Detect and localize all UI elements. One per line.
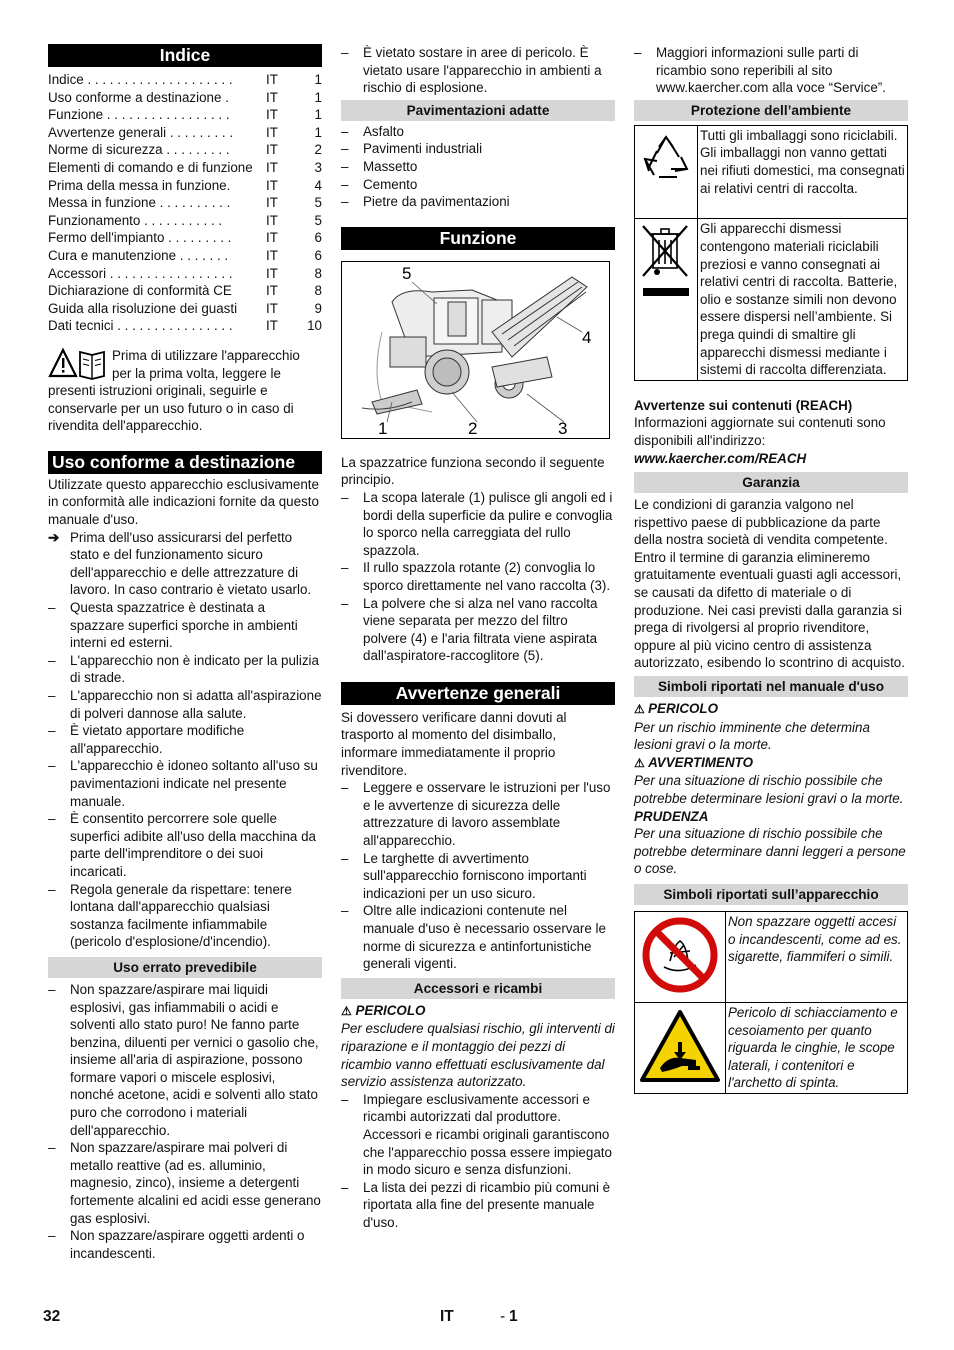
toc-title: Indice (48, 44, 322, 67)
toc-row (48, 194, 322, 212)
warning-triangle-icon: ⚠ (634, 702, 649, 717)
sweeper-figure (341, 261, 610, 439)
toc-entry-title: Dichiarazione di conformità CE (48, 283, 232, 299)
callout-5: 5 (402, 263, 412, 283)
ambiente-text-2: Gli apparecchi dismessi contengono materiali riciclabili preziosi e vanno consegnati ai relativi centri di raccolta. Batterie, olio e sostanze simili non devono essere dispersi nell’ambiente. Si prega quindi di smaltire gli apparecchi dismessi mediante i sistemi di raccolta differenziata. (698, 219, 908, 380)
toc-entry-page: 10 (307, 318, 322, 334)
recycle-icon (635, 125, 698, 219)
section-title-simboli-apparecchio: Simboli riportati sull’apparecchio (634, 884, 908, 905)
toc-entry-lang: IT (266, 212, 278, 228)
warning-triangle-icon: ⚠ (341, 1003, 352, 1018)
toc-row (48, 89, 322, 107)
list-item: – Maggiori informazioni sulle parti di ricambio sono reperibili al sito www.kaercher.com alla voce “Service”. (634, 44, 908, 97)
hand-crush-warning-icon (635, 1002, 726, 1093)
toc-entry-page: 6 (314, 247, 322, 263)
section-title-garanzia: Garanzia (634, 472, 908, 493)
toc-entry-lang: IT (266, 265, 278, 281)
list-item: – Il rullo spazzola rotante (2) convoglia lo sporco direttamente nel vano raccolta (3). (341, 559, 615, 594)
toc-entry-title: Uso conforme a destinazione . (48, 89, 229, 105)
list-item: – Non spazzare/aspirare mai liquidi esplosivi, gas infiammabili o acidi e solventi allo stato puro! Ne fanno parte benzina, diluenti per vernici o gasolio che, insieme all'aria di aspirazione, possono formare vapori o miscele esplosivi, nonché acetone, acidi e solventi allo stato puro che corrodono i materiali dell'apparecchio. (48, 981, 322, 1139)
warning-book-icon (48, 347, 108, 381)
list-item: – L'apparecchio non si adatta all'aspirazione di polveri dannose alla salute. (48, 687, 322, 722)
toc-row (48, 106, 322, 124)
toc-entry-page: 9 (314, 300, 322, 316)
funzione-lead: La spazzatrice funziona secondo il seguente principio. (341, 454, 605, 488)
callout-1: 1 (378, 418, 388, 438)
list-item: – Non spazzare/aspirare mai polveri di metallo reattive (ad es. alluminio, magnesio, zinco), insieme a detergenti fortemente alcalini ed acidi esse generano gas esplosivi. (48, 1139, 322, 1227)
toc-entry-title: Cura e manutenzione . . . . . . . (48, 247, 229, 263)
section-title-ambiente: Protezione dell’ambiente (634, 100, 908, 121)
toc-row (48, 282, 322, 300)
pavimentazioni-list (341, 123, 615, 211)
symbol-description: Per un rischio imminente che determina lesioni gravi o la morte. (634, 719, 870, 753)
no-hot-objects-icon (635, 911, 726, 1002)
toc-entry-lang: IT (266, 124, 278, 140)
simboli-apparecchio-table (634, 911, 908, 1094)
toc-row (48, 317, 322, 335)
danger-text: Per escludere qualsiasi rischio, gli interventi di riparazione e il montaggio dei pezzi di ricambio vanno effettuati esclusivamente dal servizio assistenza autorizzato. (341, 1021, 615, 1090)
table-of-contents (48, 71, 322, 335)
column-right (634, 44, 908, 1094)
funzione-list (341, 489, 615, 665)
toc-entry-title: Accessori . . . . . . . . . . . . . . . . . (48, 265, 233, 281)
uso-arrow-text: Prima dell'uso assicurarsi del perfetto stato e del funzionamento sicuro dell'apparecchio e delle attrezzature di lavoro. In caso contrario è vietato usarlo. (70, 529, 312, 598)
toc-row (48, 159, 322, 177)
symbol-label-text: PRUDENZA (634, 808, 709, 824)
footer-separator: - (500, 1308, 506, 1325)
table-row (635, 125, 908, 219)
toc-entry-lang: IT (266, 247, 278, 263)
list-item: – La lista dei pezzi di ricambio più comuni è riportata alla fine del presente manuale d'uso. (341, 1179, 615, 1232)
toc-entry-lang: IT (266, 300, 278, 316)
errato-list (48, 981, 322, 1263)
toc-entry-page: 6 (314, 230, 322, 246)
list-item: – Non spazzare/aspirare oggetti ardenti o incandescenti. (48, 1227, 322, 1262)
list-item: – Pavimenti industriali (341, 140, 615, 158)
uso-lead: Utilizzate questo apparecchio esclusivamente in conformità alle indicazioni fornite da questo manuale d'uso. (48, 476, 319, 528)
list-item: – È consentito percorrere sole quelle superfici adibite all'uso della macchina da parte dell'imprenditore o dei suoi incaricati. (48, 810, 322, 880)
toc-entry-title: Funzionamento . . . . . . . . . . . (48, 212, 223, 228)
toc-entry-page: 5 (314, 195, 322, 211)
toc-row (48, 229, 322, 247)
table-row (635, 911, 908, 1002)
reach-text: Informazioni aggiornate sui contenuti sono disponibili all'indirizzo: (634, 415, 886, 448)
symbol-label-text: AVVERTIMENTO (648, 754, 754, 770)
toc-row (48, 265, 322, 283)
simboli-manuale-list (634, 700, 908, 878)
reach-title: Avvertenze sui contenuti (REACH) (634, 397, 853, 413)
toc-entry-lang: IT (266, 107, 278, 123)
list-item: – La polvere che si alza nel vano raccolta viene separata per mezzo del filtro polvere (4) e l'aria filtrata viene aspirata dall'aspiratore-raccoglitore (5). (341, 595, 615, 665)
toc-entry-title: Norme di sicurezza . . . . . . . . . (48, 142, 230, 158)
list-item: – Impiegare esclusivamente accessori e ricambi autorizzati dal produttore. Accessori e ricambi originali garantiscono che l'apparecchio possa essere impiegato in modo sicuro e senza disfunzioni. (341, 1091, 615, 1179)
toc-entry-page: 1 (314, 89, 322, 105)
section-title-pavimentazioni: Pavimentazioni adatte (341, 100, 615, 121)
toc-entry-title: Fermo dell'impianto . . . . . . . . . (48, 230, 232, 246)
toc-entry-title: Indice . . . . . . . . . . . . . . . . . . . . (48, 72, 233, 87)
toc-row (48, 141, 322, 159)
toc-entry-page: 1 (314, 107, 322, 123)
toc-entry-page: 2 (314, 142, 322, 158)
toc-entry-lang: IT (266, 72, 278, 87)
column-left (48, 44, 322, 1262)
toc-entry-title: Avvertenze generali . . . . . . . . . (48, 124, 234, 140)
callout-3: 3 (558, 418, 568, 438)
list-item: – L'apparecchio è idoneo soltanto all'uso su pavimentazioni indicate nel presente manuale. (48, 757, 322, 810)
page-number: 32 (43, 1308, 61, 1325)
ambiente-text-1: Tutti gli imballaggi sono riciclabili. Gli imballaggi non vanno gettati nei rifiuti domestici, ma consegnati ai relativi centri di raccolta. (698, 125, 908, 219)
list-item: – Oltre alle indicazioni contenute nel manuale d'uso è necessario osservare le norme di sicurezza e antinfortunistiche generali vigenti. (341, 902, 615, 972)
toc-entry-lang: IT (266, 89, 278, 105)
callout-4: 4 (582, 327, 592, 347)
table-row (635, 219, 908, 380)
toc-entry-lang: IT (266, 177, 278, 193)
list-item: – Pietre da pavimentazioni (341, 193, 615, 211)
toc-entry-title: Dati tecnici . . . . . . . . . . . . . . . . (48, 318, 233, 334)
toc-entry-page: 4 (314, 177, 322, 193)
sweeper-diagram (342, 262, 609, 438)
toc-entry-page: 1 (314, 124, 322, 140)
list-item: – Asfalto (341, 123, 615, 141)
toc-entry-page: 1 (314, 72, 322, 87)
toc-entry-page: 3 (314, 159, 322, 175)
avvertenze-list (341, 779, 615, 973)
toc-entry-lang: IT (266, 283, 278, 299)
crossed-bin-icon (635, 219, 698, 380)
simbolo-text-1: Non spazzare oggetti accesi o incandescenti, come ad es. sigarette, fiammiferi o simili. (726, 911, 908, 1002)
toc-entry-lang: IT (266, 142, 278, 158)
toc-entry-lang: IT (266, 230, 278, 246)
toc-entry-lang: IT (266, 159, 278, 175)
reach-url: www.kaercher.com/REACH (634, 450, 807, 466)
toc-row (48, 300, 322, 318)
toc-row (48, 124, 322, 142)
ambiente-table (634, 125, 908, 381)
toc-entry-title: Messa in funzione . . . . . . . . . . (48, 195, 231, 211)
section-title-funzione: Funzione (341, 227, 615, 250)
section-title-errato: Uso errato prevedibile (48, 957, 322, 978)
table-row (635, 1002, 908, 1093)
toc-entry-page: 8 (314, 283, 322, 299)
accessori-list (341, 1091, 615, 1232)
list-item: – L'apparecchio non è indicato per la pulizia di strade. (48, 652, 322, 687)
intro-note (48, 347, 322, 435)
section-title-accessori: Accessori e ricambi (341, 978, 615, 999)
column-middle (341, 44, 615, 1232)
toc-row (48, 71, 322, 89)
symbol-label (634, 808, 908, 826)
symbol-label (634, 754, 908, 773)
symbol-label (634, 700, 908, 719)
toc-entry-title: Elementi di comando e di funzione (48, 159, 253, 175)
toc-entry-page: 5 (314, 212, 322, 228)
intro-note-text: Prima di utilizzare l'apparecchio per la prima volta, leggere le presenti istruzioni originali, seguirle e conservarle per un uso futuro o in caso di rivendita dell'apparecchio. (48, 347, 300, 434)
toc-entry-title: Funzione . . . . . . . . . . . . . . . . . (48, 107, 230, 123)
toc-entry-lang: IT (266, 318, 278, 334)
footer-section-number: 1 (509, 1308, 518, 1325)
list-item: – Regola generale da rispettare: tenere lontana dall'apparecchio qualsiasi sostanza facilmente infiammabile (pericolo d'esplosione/d'incendio). (48, 881, 322, 951)
uso-list (48, 599, 322, 951)
toc-row (48, 247, 322, 265)
toc-entry-lang: IT (266, 195, 278, 211)
symbol-label-text: PERICOLO (648, 701, 719, 717)
list-item: – È vietato sostare in aree di pericolo. È vietato usare l'apparecchio in ambienti a rischio di esplosione. (341, 44, 615, 97)
toc-entry-page: 8 (314, 265, 322, 281)
section-title-simboli-manuale: Simboli riportati nel manuale d'uso (634, 676, 908, 697)
avvertenze-lead: Si dovessero verificare danni dovuti al trasporto al momento del disimballo, informare immediatamente il proprio rivenditore. (341, 709, 567, 778)
list-item: – Massetto (341, 158, 615, 176)
symbol-description: Per una situazione di rischio possibile che potrebbe determinare lesioni gravi o la morte. (634, 773, 904, 806)
toc-row (48, 177, 322, 195)
warning-triangle-icon: ⚠ (634, 755, 649, 770)
danger-label: ⚠ PERICOLO (341, 1002, 426, 1018)
list-item: – Questa spazzatrice è destinata a spazzare superfici sporche in ambienti interni ed esterni. (48, 599, 322, 652)
simbolo-text-2: Pericolo di schiacciamento e cesoiamento per quanto riguarda le cinghie, le scope laterali, i contenitori e l'archetto di spinta. (726, 1002, 908, 1093)
list-item: – Leggere e osservare le istruzioni per l'uso e le avvertenze di sicurezza delle attrezzature di lavoro assemblate all'apparecchio. (341, 779, 615, 849)
symbol-description: Per una situazione di rischio possibile che potrebbe determinare danni leggeri a persone o cose. (634, 826, 906, 877)
list-item: – Le targhette di avvertimento sull'apparecchio forniscono importanti indicazioni per un uso sicuro. (341, 850, 615, 903)
arrow-right-icon: ➔ (48, 529, 60, 545)
list-item: – Cemento (341, 176, 615, 194)
toc-entry-title: Guida alla risoluzione dei guasti (48, 300, 238, 316)
garanzia-text: Le condizioni di garanzia valgono nel rispettivo paese di pubblicazione da parte della nostra società di vendita competente. Entro il termine di garanzia elimineremo gratuitamente eventuali guasti agli accessori, se causati da difetto di materiale o di produzione. Nei casi previsti dalla garanzia si prega di rivolgersi al proprio rivenditore, oppure al più vicino centro di assistenza autorizzato, esibendo lo scontrino di acquisto. (634, 497, 905, 671)
list-item: – È vietato apportare modifiche all'apparecchio. (48, 722, 322, 757)
section-title-avvertenze: Avvertenze generali (341, 682, 615, 705)
section-title-uso: Uso conforme a destinazione (48, 451, 322, 474)
callout-2: 2 (468, 418, 478, 438)
toc-entry-title: Prima della messa in funzione. (48, 177, 231, 193)
list-item: – La scopa laterale (1) pulisce gli angoli ed i bordi della superficie da pulire e convoglia lo sporco nella carreggiata del rullo spazzola. (341, 489, 615, 559)
language-code: IT (440, 1308, 454, 1325)
uso-arrow-item (48, 529, 322, 599)
toc-row (48, 212, 322, 230)
